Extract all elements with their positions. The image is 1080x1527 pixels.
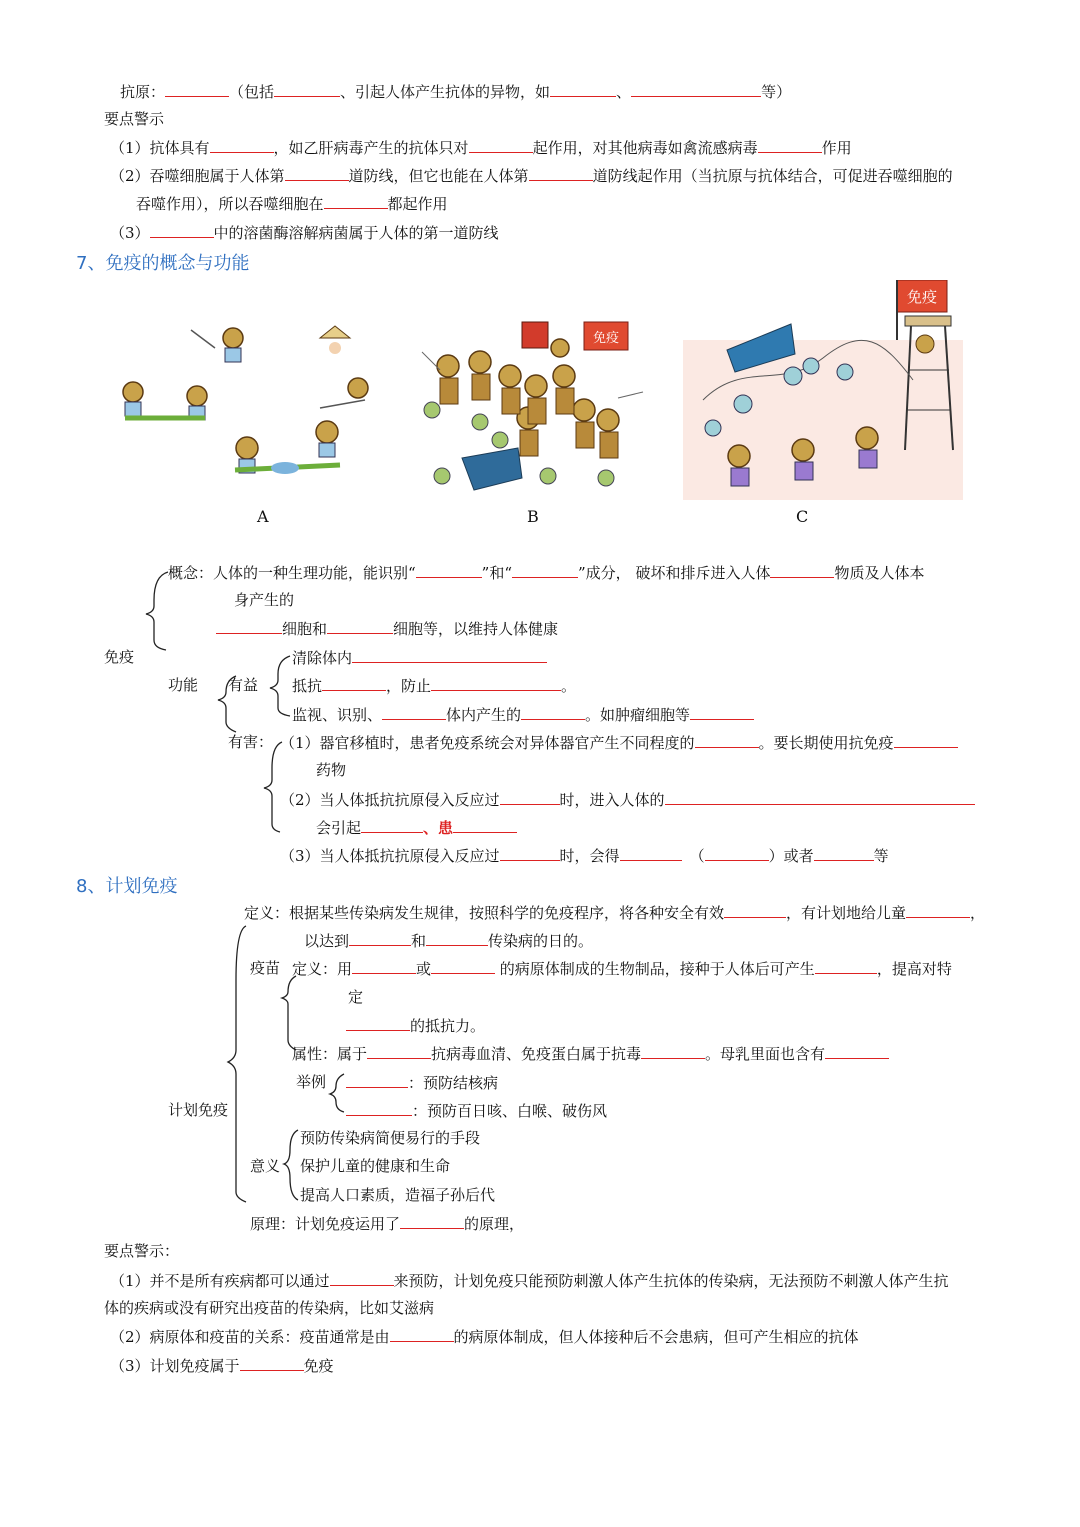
blank[interactable] [327, 617, 393, 634]
blank[interactable] [400, 1212, 464, 1229]
blank[interactable] [346, 1099, 412, 1116]
vaccine-label: 疫苗 [250, 959, 281, 977]
blank[interactable] [641, 1042, 705, 1059]
blank[interactable] [500, 844, 560, 861]
principle: 原理：计划免疫运用了 的原理， [250, 1212, 524, 1235]
function-label: 功能 [168, 676, 199, 694]
vaccine-attr: 属性：属于 抗病毒血清、免疫蛋白属于抗毒 。母乳里面也含有 [292, 1042, 889, 1065]
blank[interactable] [521, 703, 585, 720]
blank[interactable] [500, 788, 560, 805]
immune-label: 免疫 [104, 648, 135, 666]
plan-def-1: 定义：根据某些传染病发生规律，按照科学的免疫程序，将各种安全有效 ，有计划地给儿童 ， [244, 901, 985, 924]
harm-2: （2）当人体抵抗抗原侵入反应过 时，进入人体的 [280, 788, 975, 811]
benefit-3: 监视、识别、 体内产生的 。如肿瘤细胞等 [292, 703, 754, 726]
tip-6-1: （1）抗体具有 ，如乙肝病毒产生的抗体只对 起作用，对其他病毒如禽流感病毒 作用 [110, 136, 852, 159]
plan-def-2: 以达到 和 传染病的日的。 [304, 929, 593, 952]
blank[interactable] [352, 646, 547, 663]
blank[interactable] [382, 703, 446, 720]
tip-6-2a: （2）吞噬细胞属于人体第 道防线，但它也能在人体第 道防线起作用（当抗原与抗体结合，可促进吞噬细胞的 [110, 164, 953, 187]
blank[interactable] [690, 703, 754, 720]
benefit-1: 清除体内 [292, 646, 547, 669]
blank[interactable] [815, 957, 877, 974]
meaning-2: 保护儿童的健康和生命 [300, 1157, 451, 1175]
benefit-label: 有益 [228, 676, 259, 694]
tip-8-3: （3）计划免疫属于 免疫 [110, 1354, 334, 1377]
plan-label: 计划免疫 [168, 1101, 229, 1119]
blank[interactable] [416, 561, 482, 578]
blank[interactable] [426, 929, 488, 946]
blank[interactable] [352, 957, 416, 974]
example-label: 举例 [296, 1073, 327, 1091]
blank[interactable] [367, 1042, 431, 1059]
blank[interactable] [770, 561, 834, 578]
harm-label: 有害： [228, 733, 274, 751]
blank[interactable] [894, 731, 958, 748]
blank[interactable] [906, 901, 970, 918]
tip-8-1a: （1）并不是所有疾病都可以通过 来预防，计划免疫只能预防刺激人体产生抗体的传染病，无法预防不刺激人体产生抗 [110, 1269, 949, 1292]
harm-2b: 会引起 、患 [316, 816, 517, 839]
tip-8-1b: 体的疾病或没有研究出疫苗的传染病，比如艾滋病 [104, 1299, 435, 1317]
blank[interactable] [705, 844, 769, 861]
blank[interactable] [814, 844, 874, 861]
blank[interactable] [724, 901, 786, 918]
harm-3: （3）当人体抵抗抗原侵入反应过 时，会得 （ ）或者 等 [280, 844, 889, 867]
tip-6-2b: 吞噬作用），所以吞噬细胞在 都起作用 [136, 192, 448, 215]
tip-8-2: （2）病原体和疫苗的关系：疫苗通常是由 的病原体制成，但人体接种后不会患病，但可产生相应的抗体 [110, 1325, 859, 1348]
tip-6-3: （3） 中的溶菌酶溶解病菌属于人体的第一道防线 [110, 221, 499, 244]
vaccine-def-2: 定 [348, 988, 364, 1006]
meaning-1: 预防传染病简便易行的手段 [300, 1129, 481, 1147]
harm-1: （1）器官移植时，患者免疫系统会对异体器官产生不同程度的 。要长期使用抗免疫 [280, 731, 958, 754]
concept-line-3: 细胞和 细胞等，以维持人体健康 [216, 617, 558, 640]
example-1: ：预防结核病 [346, 1071, 498, 1094]
antigen-line: 抗原： （包括 、引起人体产生抗体的异物，如 、 等） [120, 80, 791, 103]
blank[interactable] [665, 788, 975, 805]
meaning-label: 意义 [250, 1157, 281, 1175]
section-8-title: 8、计划免疫 [76, 876, 178, 897]
blank[interactable] [695, 731, 759, 748]
blank[interactable] [431, 674, 561, 691]
benefit-2: 抵抗 ，防止 。 [292, 674, 576, 697]
blank[interactable] [216, 617, 282, 634]
blank[interactable] [361, 816, 423, 833]
blank[interactable] [322, 674, 386, 691]
blank[interactable] [330, 1269, 394, 1286]
tips-title-6: 要点警示 [104, 110, 165, 128]
blank[interactable] [620, 844, 682, 861]
concept-line-1: 概念：人体的一种生理功能，能识别“ ”和“ ”成分， 破坏和排斥进入人体 物质及人体本 [168, 561, 924, 584]
blank[interactable] [512, 561, 578, 578]
blank[interactable] [240, 1354, 304, 1371]
vaccine-def-1: 定义：用 或 的病原体制成的生物制品，接种于人体后可产生 ，提高对特 [292, 957, 952, 980]
blank[interactable] [825, 1042, 889, 1059]
blank[interactable] [346, 1071, 408, 1088]
harm-1b: 药物 [316, 761, 347, 779]
caption-a: A [257, 507, 269, 526]
blank[interactable] [390, 1325, 454, 1342]
tips-title-8: 要点警示： [104, 1242, 180, 1260]
blank[interactable] [453, 816, 517, 833]
section-7-title: 7、免疫的概念与功能 [76, 253, 250, 274]
caption-b: B [527, 507, 539, 526]
flag-label: 免疫 [906, 288, 938, 306]
example-2: ：预防百日咳、白喉、破伤风 [346, 1099, 607, 1122]
concept-line-2: 身产生的 [234, 591, 295, 609]
blank[interactable] [431, 957, 495, 974]
caption-c: C [796, 507, 809, 526]
vaccine-def-3: 的抵抗力。 [346, 1014, 485, 1037]
meaning-3: 提高人口素质，造福子孙后代 [300, 1186, 496, 1204]
flag-label: 免疫 [592, 331, 620, 346]
blank[interactable] [346, 1014, 410, 1031]
blank[interactable] [349, 929, 411, 946]
